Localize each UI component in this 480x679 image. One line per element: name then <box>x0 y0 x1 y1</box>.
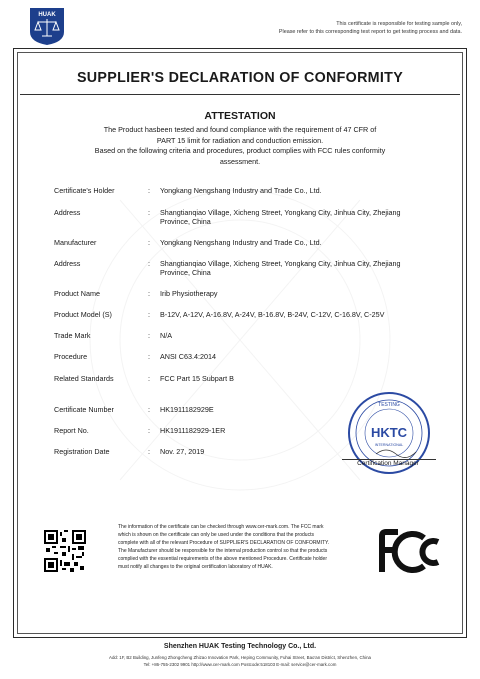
field-colon: : <box>148 208 150 217</box>
field-colon: : <box>148 426 150 435</box>
certification-manager-label: Certification Manager <box>357 460 419 467</box>
field-label: Product Model (S) <box>54 310 112 319</box>
footer-address <box>0 655 480 668</box>
field-value: Shangtianqiao Village, Xicheng Street, Yongkang City, Jinhua City, Zhejiang Province, China <box>160 259 401 277</box>
field-label: Report No. <box>54 426 89 435</box>
field-colon: : <box>148 374 150 383</box>
logo-text: HUAK <box>38 12 56 18</box>
info-line-6: must notify all changes to the original certification laboratory of HUAK. <box>118 563 273 570</box>
field-value: N/A <box>160 331 172 340</box>
field-label: Certificate Number <box>54 405 114 414</box>
field-value: FCC Part 15 Subpart B <box>160 374 234 383</box>
footer-address-line-1: Add: 1F, B2 Building, Junfeng Zhongcheng Zhizao Innovation Park, Heping Community, Fuhai Street, Bao'an District, Shenzhen, China <box>109 655 371 660</box>
seal-arc-mid: INTERNATIONAL <box>374 443 404 447</box>
field-label: Procedure <box>54 352 88 361</box>
field-value: Yongkang Nengshang Industry and Trade Co., Ltd. <box>160 238 322 247</box>
field-colon: : <box>148 447 150 456</box>
field-label: Address <box>54 259 81 268</box>
qr-code-icon[interactable] <box>44 530 86 572</box>
info-line-5: complied with the essential requirements of the above mentioned Procedure. Certificate holder <box>118 555 328 562</box>
disclaimer-line-2: Please refer to this corresponding test report to get testing process and data. <box>278 29 462 35</box>
info-line-4: The Manufacturer should be responsible for the internal production control so that the products <box>118 547 328 554</box>
info-line-1: The information of the certificate can be checked through www.cer-mark.com. The FCC mark <box>118 524 324 530</box>
info-line-3: complete with all of the relevant Procedure of SUPPLIER'S DECLARATION OF CONFORMITY. <box>118 539 330 546</box>
field-value: HK1911182929-1ER <box>160 426 226 435</box>
attestation-line-2: PART 15 limit for radiation and conduction emission. <box>156 135 324 145</box>
certificate-info-text <box>118 524 376 571</box>
footer-address-line-2: Tel: +86-755-2302 9901 http://www.cer-mark.com Postcode:518103 E-mail: service@cer-mark.com <box>143 661 337 667</box>
info-line-2: which is shown on the certificate can only be used under the conditions that the products <box>118 531 314 538</box>
attestation-text <box>40 125 440 167</box>
field-value: ANSI C63.4:2014 <box>160 352 216 361</box>
field-value: B-12V, A-12V, A-16.8V, A-24V, B-16.8V, B-24V, C-12V, C-16.8V, C-25V <box>160 310 385 319</box>
field-colon: : <box>148 186 150 195</box>
signature-stroke <box>376 450 416 458</box>
field-colon: : <box>148 259 150 268</box>
field-label: Certificate's Holder <box>54 186 115 195</box>
field-colon: : <box>148 238 150 247</box>
disclaimer-note <box>279 20 462 36</box>
field-colon: : <box>148 289 150 298</box>
field-colon: : <box>148 352 150 361</box>
attestation-line-3: Based on the following criteria and procedures, product complies with FCC rules conformity <box>94 146 386 155</box>
field-label: Registration Date <box>54 447 110 456</box>
seal-text: HKTC <box>370 425 408 440</box>
field-colon: : <box>148 331 150 340</box>
fcc-logo-icon <box>378 528 446 576</box>
seal-arc-top: TESTING <box>378 402 400 408</box>
huak-logo-icon <box>28 6 66 46</box>
attestation-heading: ATTESTATION <box>204 110 276 122</box>
field-label: Product Name <box>54 289 100 298</box>
field-value: Shangtianqiao Village, Xicheng Street, Yongkang City, Jinhua City, Zhejiang Province, China <box>160 208 401 226</box>
attestation-line-4: assessment. <box>219 156 261 166</box>
attestation-line-1: The Product hasbeen tested and found compliance with the requirement of 47 CFR of <box>103 125 377 134</box>
field-label: Related Standards <box>54 374 114 383</box>
document-title: SUPPLIER'S DECLARATION OF CONFORMITY <box>76 70 404 86</box>
field-label: Address <box>54 208 81 217</box>
disclaimer-line-1: This certificate is responsible for testing sample only, <box>336 21 462 27</box>
field-value: Yongkang Nengshang Industry and Trade Co., Ltd. <box>160 186 322 195</box>
footer-company: Shenzhen HUAK Testing Technology Co., Ltd. <box>163 643 317 650</box>
field-value: HK1911182929E <box>160 405 214 414</box>
field-value: Irib Physiotherapy <box>160 289 218 298</box>
title-divider <box>20 94 460 95</box>
field-label: Manufacturer <box>54 238 97 247</box>
field-label: Trade Mark <box>54 331 91 340</box>
field-colon: : <box>148 310 150 319</box>
field-value: Nov. 27, 2019 <box>160 447 205 456</box>
field-colon: : <box>148 405 150 414</box>
